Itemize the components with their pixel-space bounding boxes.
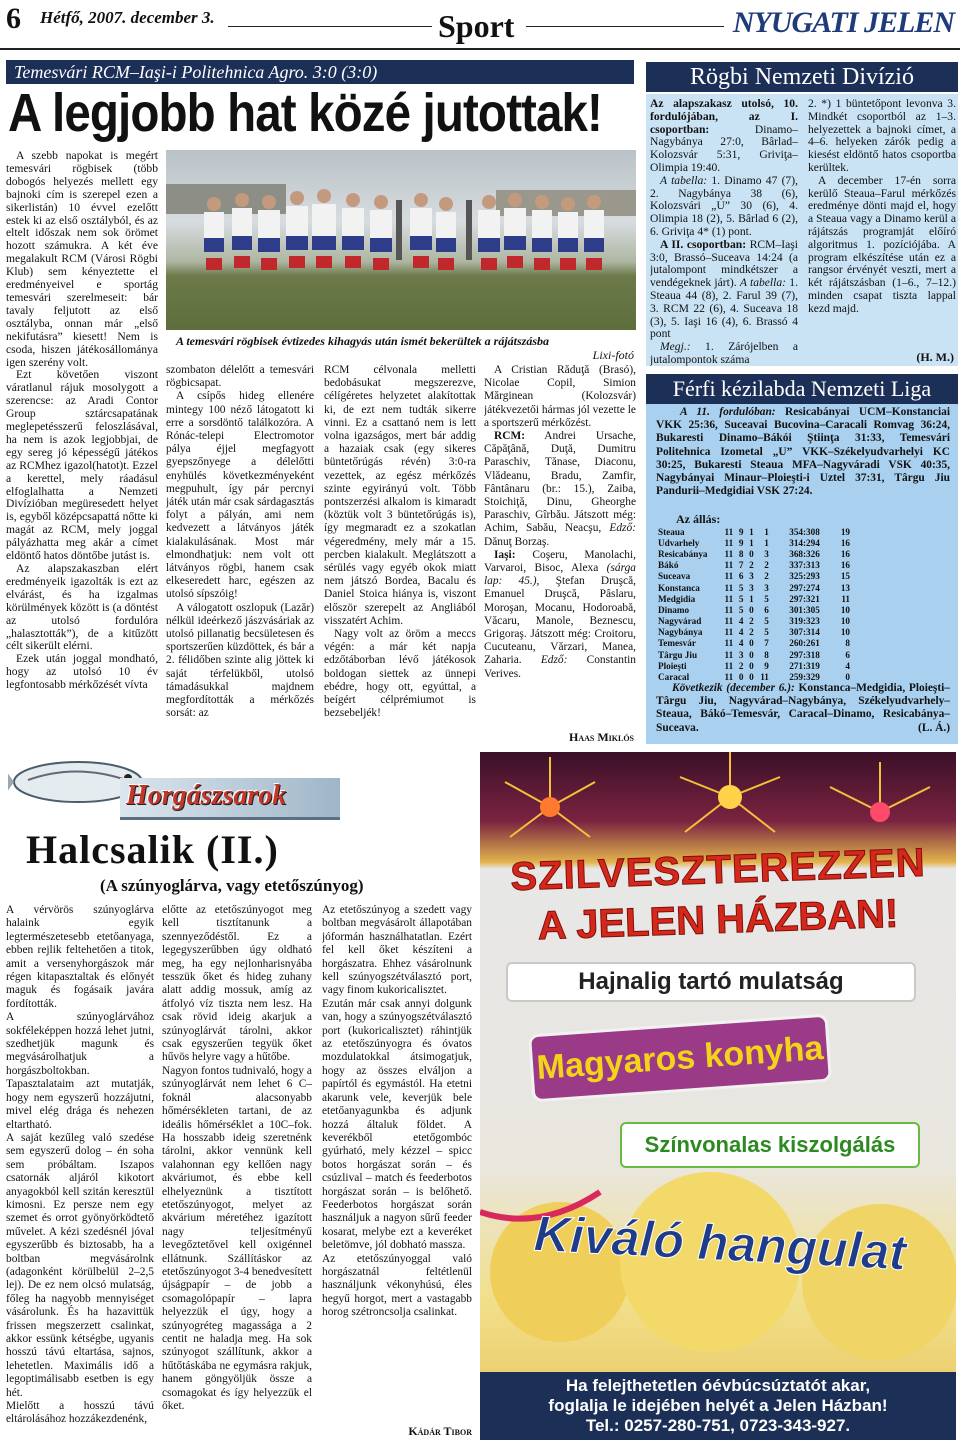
stat-cell: 11 [724,548,734,559]
stat-cell: 11 [760,672,769,683]
team-name: Udvarhely [658,537,700,548]
stat-cell: 0 [749,548,754,559]
team-name: Nagyvárad [658,616,702,627]
header-rule-right [526,26,724,27]
stat-cell: 307:314 [789,627,820,638]
ad-footer-line: Ha felejthetetlen óévbúcsúztatót akar, [565,1376,871,1395]
stat-cell: 11 [724,660,734,671]
stat-cell: 16 [840,537,850,548]
stat-cell: 11 [724,616,734,627]
stat-cell: 337:313 [789,560,820,571]
stat-cell: 0 [749,660,754,671]
stat-cell: 7 [764,638,769,649]
fishing-column-1: A vérvörös szúnyoglárva halaink egyik legtermészetesebb etetőanyaga, ebben rejlik feltehetően a titok, amit a versenyhorgászok már régen kitapasztaltak és előnyét maguk és fogásaik javára fordították. A szúnyoglárvához sokféleképpen hozzá lehet jutni, szedhetjük magunk és megvásárolhatjuk a horgászboltokban. Tapasztalataim azt mutatják, hogy nem egyszerű hozzájutni, mivel elég drága és nehezen eltartható. A saját kezűleg való szedése sem egyszerű dolog – én soha sem próbáltam. Iszapos csatornák aljáról kikotort anyagokból kell szitán keresztül kimosni. Ez persze nem egy szemet és orrot gyönyörködtető művelet. A kézi szedésnél jóval egyszerűbb és biztosabb, ha a boltban megvásárolnk (adagonként körülbelül 2–2,5 lej). De ez nem olcsó mulatság, főleg ha nagyobb mennyiséget vásárolunk. És ha hazavittük frissen megszerzett csalinkat, akkor essünk kétségbe, ugyanis hosszú távú eltartása, sajnos, lehetetlen. Maximális idő a legoptimálisabb esetben is egy hét. Mielőtt a hosszú távú eltárolásához hozzákezdenénk, [6,904,154,1426]
standings-title: Az állás: [676,512,721,526]
team-name: Nagybánya [658,627,703,638]
rugby-division-left [650,98,798,366]
stat-cell: 2 [749,627,754,638]
stat-cell: 11 [724,649,734,660]
table-row [656,560,852,571]
stat-cell: 5 [738,604,744,615]
paragraph: szombaton délelőtt a temesvári rögbicsapat. [166,364,314,390]
team-name: Steaua [658,526,685,537]
standings-table [656,526,852,683]
table-row [656,671,852,682]
team-name: Caracal [658,672,690,683]
stat-cell: 6 [845,649,850,660]
stat-cell: 259:329 [789,672,820,683]
stat-cell: 9 [738,537,744,548]
newspaper-logo: NYUGATI JELEN [732,6,954,39]
ad-phone: Tel.: 0257-280-751, 0723-343-927. [585,1416,851,1435]
table-row [656,660,852,671]
table-row [656,638,852,649]
stat-cell: 260:261 [789,638,820,649]
stat-cell: 11 [724,560,734,571]
stat-cell: 19 [840,526,850,537]
stat-cell: 0 [749,604,754,615]
paragraph: Az alapszakaszban elért eredményeik igazolták is ezt az elvárást, és ha izgalmas körülmények között is (a döntést az utolsó fordulóra „halasztották”), de a kitűzött célt sikerült elérni. [6,562,158,653]
section-title: Sport [438,8,515,44]
stat-cell: 15 [840,571,850,582]
issue-date: Hétfő, 2007. december 3. [40,8,215,27]
stat-cell: 1 [749,526,754,537]
stat-cell: 6 [738,571,744,582]
ad-footer [480,1372,956,1440]
stat-cell: 3 [749,582,754,593]
stat-cell: 1 [749,537,754,548]
handball-title: Férfi kézilabda Nemzeti Liga [646,374,958,404]
stat-cell: 10 [840,604,850,615]
stat-cell: 8 [845,638,850,649]
stat-cell: 314:294 [789,537,820,548]
stat-cell: 5 [764,627,769,638]
paragraph: A tabella: 1. Dinamo 47 (7), 2. Nagybánya 38 (6), Kolozsvári „U” 30 (6), 4. Olimpia 18 (2), 5. Bârlad 6 (2), 6. Griviţa 4* (1) pont. [650,173,798,238]
paragraph: Megj.: 1. Zárójelben a jutalompontok száma [650,340,798,366]
paragraph: A válogatott oszlopuk (Lazăr) nélkül ideérkező jászvásáriak az utolsó pillanatig becsületesen és sportszerűen küzdöttek, és bár a 2. félidőben szinte alig jöttek ki saját térfelükből, utolsó támadásukkal majdnem megfordították a mérkőzés sorsát: az [166,601,314,720]
ad-headline-2: A JELEN HÁZBAN! [536,891,900,949]
stat-cell: 10 [840,616,850,627]
team-name: Resicabánya [658,548,708,559]
stat-cell: 11 [724,537,734,548]
team-name: Târgu Jiu [658,649,698,660]
team-name: Bákó [658,560,679,571]
rugby-division-right [808,98,956,352]
article-kicker: Temesvári RCM–Iaşi-i Politehnica Agro. 3:0 (3:0) [6,60,634,84]
ad-line-cuisine: Magyaros konyha [528,1014,832,1103]
stat-cell: 11 [724,604,734,615]
stat-cell: 2 [749,560,754,571]
stat-cell: 11 [724,627,734,638]
paragraph: Ezek után joggal mondható, hogy az utolsó 10 év legfontosabb mérkőzését vívta [6,652,158,692]
page-number: 6 [6,2,21,35]
stat-cell: 13 [840,582,850,593]
stat-cell: 5 [764,593,769,604]
table-row [656,616,852,627]
ad-line-service: Színvonalas kiszolgálás [620,1122,920,1168]
stat-cell: 0 [749,672,754,683]
table-row [656,571,852,582]
stat-cell: 9 [738,526,744,537]
stat-cell: 1 [749,593,754,604]
stat-cell: 3 [749,571,754,582]
stat-cell: 354:308 [789,526,820,537]
ad-footer-line: foglalja le idejében helyét a Jelen Házban! [548,1396,888,1415]
stat-cell: 11 [724,593,734,604]
rugby-team-photo [166,150,636,330]
handball-results: A 11. fordulóban: Resicabányai UCM–Konstanciai VKK 25:36, Suceavai Bucovina–Caracali Romvag 36:24, Bukaresti Dinamo–Bákói Ştiinţa 31:33, Temesvári Politehnica Izometal „U” VKK–Székelyudvarhelyi KC 30:25, Bukaresti Steaua MFA–Nagyváradi VSK 40:35, Nagybányai Minaur–Ploieşti-i Uztel 37:31, Târgu Jiu Pandurii–Medgidiai VSK 27:24. [656,406,950,498]
stat-cell: 4 [738,616,744,627]
photo-caption: A temesvári rögbisek évtizedes kihagyás után ismét bekerültek a rájátszásba [176,334,549,348]
ad-headline-1: SZILVESZTEREZZEN [509,840,927,900]
rugby-division-title: Rögbi Nemzeti Divízió [646,62,958,92]
stat-cell: 8 [764,649,769,660]
stat-cell: 3 [764,582,769,593]
fishing-logo-text: Horgászsarok [126,780,287,811]
stat-cell: 4 [845,660,850,671]
stat-cell: 2 [749,616,754,627]
paragraph: A Cristian Răduţă (Brasó), Nicolae Copil, Simion Mărginean (Kolozsvár) játékvezetői hármas jól vezette le a sportszerű mérkőzést. [484,364,636,429]
paragraph: Ezt követően viszont váratlanul rájuk mosolygott a szerencse: az Aradi Contor Group sztárcsapatának meglepetésszerű feloszlásával, ha nem is azok legjobbjai, de egy sereg jó képességű játékos az RCMhez igazol(hatot)t. Ezzel a kerettel, mely ráadásul elfoglalhatta a Nemzeti Divízióban megüresedett helyet is, egyből középcsapattá nőtte ki magát az RCM, mely joggal pályázhatta meg akár a címet eldöntő hatos döntőbe jutást is. [6,368,158,563]
header-bottom-rule [0,48,960,50]
team-name: Ploieşti [658,660,687,671]
stat-cell: 3 [764,548,769,559]
stat-cell: 7 [738,560,744,571]
stat-cell: 8 [738,548,744,559]
stat-cell: 2 [764,560,769,571]
paragraph: 2. *) 1 büntetőpont levonva 3. Mindkét csoportból az 1–3. helyezettek a bajnoki címet, a 4–6. helyeken zárók pedig a kiesést eldöntő hatos csoportba kerültek. [808,98,956,174]
stat-cell: 368:326 [789,548,820,559]
paragraph: Az alapszakasz utolsó, 10. fordulójában, az I. csoportban: Dinamo–Nagybánya 27:0, Bârlad–Kolozsvár 5:31, Griviţa–Olimpia 19:40. [650,98,798,174]
table-row [656,627,852,638]
stat-cell: 9 [764,660,769,671]
stat-cell: 11 [724,582,734,593]
team-name: Temesvár [658,638,696,649]
team-name: Medgidia [658,593,696,604]
team-name: Suceava [658,571,691,582]
stat-cell: 0 [749,638,754,649]
stat-cell: 4 [738,627,744,638]
team-photo-illustration [166,150,636,330]
table-row [656,582,852,593]
stat-cell: 11 [724,672,734,683]
article-headline: A legjobb hat közé jutottak! [8,83,603,143]
paragraph: A csípős hideg ellenére mintegy 100 néző látogatott ki erre a sorsdöntő találkozóra. A Rónác-telepi Electromotor pálya éjjel megfagyott gyepszőnyege a délelőtti enyhülés következményeként megpuhult, így pár percnyi játék után már csak sárdagasztás folyt a pályán, ami nem kedvezett a látványos játék kialakulásának. Most már elmondhatjuk: nem volt ott látványos rögbi, hanem csak elkeseredett harc, egészen az utolsó sípszóig! [166,390,314,601]
fishing-author: Kádár Tibor [408,1424,472,1438]
stat-cell: 319:323 [789,616,820,627]
paragraph: A december 17-én sorra kerülő Steaua–Farul mérkőzés eredménye dönti majd el, hogy a Steaua vagy a Dinamo kerül a rájátszás programját előíró algoritmus 1. pozíciójába. A program elkészítése után ez a rangsor érvényét veszti, mert a két rájátszásban (1–6., 7–12.) minden csapat tiszta lappal kezd majd. [808,173,956,315]
table-row [656,526,852,537]
article-column-3 [324,364,476,744]
stat-cell: 1 [764,526,769,537]
stat-cell: 5 [738,593,744,604]
stat-cell: 11 [841,593,850,604]
stat-cell: 11 [724,571,734,582]
table-row [656,604,852,615]
stat-cell: 0 [738,672,744,683]
paragraph: RCM célvonala melletti bedobásukat megszerezve, célígéretes helyzetet alakítottak ki, de ezt nem tudták sikerre vinni. Ez a csattanó nem is lett volna igazságos, mert bár addig a hazaiak csak (egy sikeres büntetőrúgás révén) 3:0-ra vezettek, az egész mérkőzés szinte egyirányú volt. Több pontszerzési alkalom is kimaradt (köztük volt 3 büntetőrúgás is), így megmaradt ez a szokatlan végeredmény, mely már a 15. percben kialakult. Meglátszott a sérülés vagy egyéb okok miatt nem játszó Bordea, Bacalu és Daniel Stoica hiánya is, viszont először szerepelt az Angliából visszatért Achim. [324,364,476,627]
stat-cell: 11 [724,526,734,537]
stat-cell: 5 [764,616,769,627]
ad-line-atmosphere: Kiváló hangulat [532,1205,908,1281]
fishing-headline: Halcsalik (II.) [26,827,279,872]
handball-next-round: Következik (december 6.): Konstanca–Medgidia, Ploieşti–Târgu Jiu, Nagyvárad–Nagybánya, Székelyudvarhely–Steaua, Bákó–Temesvár, Caracal–Dinamo, Resicabánya–Suceava. (L. Á.) [656,682,951,734]
stat-cell: 297:321 [789,593,820,604]
photo-credit: Lixi-fotó [592,348,634,362]
lineup-rcm: RCM: Andrei Ursache, Căpăţână, Duţă, Dumitru Paraschiv, Tănase, Diaconu, Vlădeanu, Bradu, Zamfir, Fântânaru (br.: 15.), Zaiba, Stoichiţă, Dinu, Gheorghe Paraschiv, Gîrbău. Játszott még: Achim, Sabău, Neacşu, Edző: Dănuţ Borzaş. [484,430,636,548]
paragraph: A II. csoportban: RCM–Iaşi 3:0, Brassó–Suceava 14:24 (a jutalompont mindkétszer a vendégeknek járt). A tabella: 1. Steaua 44 (8), 2. Farul 39 (7), 3. RCM 22 (6), 4. Suceava 18 (3), 5. Iaşi 16 (4), 6. Brassó 4 pont [650,237,798,341]
stat-cell: 271:319 [789,660,820,671]
team-name: Konstanca [658,582,700,593]
stat-cell: 5 [738,582,744,593]
article-author: Haas Miklós [568,730,634,744]
article-column-1 [6,150,158,744]
stat-cell: 0 [749,649,754,660]
table-row [656,649,852,660]
ad-line-party: Hajnalig tartó mulatság [506,962,916,1002]
paragraph: Nagy volt az öröm a meccs végén: a már két napja edzőtáborban lévő játékosok boldogan siettek az ünnepi ebédre, hogy ott, egyúttal, a beígért célprémiumot is bezsebeljék! [324,628,476,720]
header-rule [228,26,432,27]
stat-cell: 16 [840,548,850,559]
stat-cell: 3 [738,649,744,660]
stat-cell: 1 [764,537,769,548]
fishing-column-3: Az etetőszúnyog a szedett vagy boltban megvásárolt állapotában jóformán használhatatlan. Ezért fel kell őket készíteni a horgászatra. Ehhez vásárolnunk kell szúnyogszétválasztó port, vagy finom kukoricalisztet. Ezután már csak annyi dolgunk van, hogy a szúnyogszétválasztó port (kukoricalisztet) ráhintjük az etetőszúnyogra és óvatos mozdulatokkal átsimogatjuk, hogy az összes elváljon a papírtól és egymástól. Ha etetni akarunk vele, keverjük bele etetőanyagunkba és adjunk hozzá általuk földet. A keverékből etetőgombóc gyúrható, mely kézzel – spicc botos horgászat során – és csúzlival – match és feederbotos horgászat során – is belőhető. Feederbotos horgászat során használjuk a nagyon sűrű feeder kosarat, melybe ezt a keveréket beletömve, jól dobható massza. Az etetőszúnyoggal való horgászatnál feltétlenül használjunk vékonyhúsú, éles hegyű horgot, mert a vastagabb horog szétroncsolja csalinkat. [322,904,472,1319]
table-row [656,537,852,548]
team-name: Dinamo [658,604,690,615]
fishing-subtitle: (A szúnyoglárva, vagy etetőszúnyog) [100,876,364,895]
stat-cell: 4 [738,638,744,649]
division-author: (H. M.) [916,350,954,364]
stat-cell: 2 [764,571,769,582]
fishing-column-2: előtte az etetőszúnyogot meg kell tisztítanunk a szennyeződéstől. Ez a legegyszerűbben úgy oldható meg, ha egy nejlonharisnyába tesszük őket és hideg zuhany alatt addig mossuk, amíg az átfolyó víz tiszta nem lesz. Ha csak rövid ideig akarjuk a szúnyoglárvát tárolni, akkor csak egyszerűen tegyük őket hűvös helyre vagy a hűtőbe. Nagyon fontos tudnivaló, hogy a szúnyoglárvát nem lehet 6 C–foknál alacsonyabb hőmérsékleten tartani, de az ideális hőmérséklet a 10C–fok. Ha hosszabb ideig szeretnénk tárolni, akkor vennünk kell valahonnan egy kellően nagy akváriumot, és ebbe kell elhelyeznünk a tisztított etetőszúnyogot, melyet az akvárium méretéhez igazított nagy teljesítményű levegőztetővel kell oxigénnel ellátnunk. Szállításkor az etetőszúnyogot 3-4 benedvesített újságpapír – de jobb a csomagolópapír – lapra helyezzük el úgy, hogy a szúnyogréteg magassága a 2 centit ne haladja meg. Ha sok szúnyogot szállítunk, akkor a hűtőtáskába ne egymásra rakjuk, hanem göngyöljük össze a csomagokat és így helyezzük el őket. [162,904,312,1413]
article-column-4 [484,364,636,728]
stat-cell: 325:293 [789,571,820,582]
lineup-iasi: Iaşi: Coşeru, Manolachi, Varvaroi, Bisoc, Alexa (sárga lap: 45.), Ştefan Druşcă, Emanuel Druşcă, Pâslaru, Moroşan, Mocanu, Hodoroabă, Văcaru, Manole, Beznescu, Grigoraş. Játszott még: Croitoru, Cucuteanu, Vărzari, Manea, Zaharia. Edző: Constantin Verives. [484,548,636,680]
stat-cell: 10 [840,627,850,638]
table-row [656,593,852,604]
table-row [656,548,852,559]
stat-cell: 297:318 [789,649,820,660]
stat-cell: 301:305 [789,604,820,615]
article-column-2 [166,364,314,744]
stat-cell: 6 [764,604,769,615]
stat-cell: 11 [724,638,734,649]
stat-cell: 16 [840,560,850,571]
stat-cell: 2 [738,660,744,671]
new-year-advert [480,752,956,1440]
paragraph: A szebb napokat is megért temesvári rögbisek (több dobogós helyezés mellett egy bajnoki cím is szerepel ezen a sikerlistán) 10 évvel ezelőtt estek ki az első osztályból, és az eltelt időszak nem sok örömet hozott számukra. A két éve megalakult RCM (Városi Rögbi Klub) sem kényeztette el eredményeivel e sportág temesvári szerelmeseit: bár tavaly feljutott az első osztályba, onnan már „első nekifutásra” kiesett! Nem is csoda, hiszen játékosállománya igen szerény volt. [6,150,158,369]
stat-cell: 297:274 [789,582,820,593]
stat-cell: 0 [845,672,850,683]
